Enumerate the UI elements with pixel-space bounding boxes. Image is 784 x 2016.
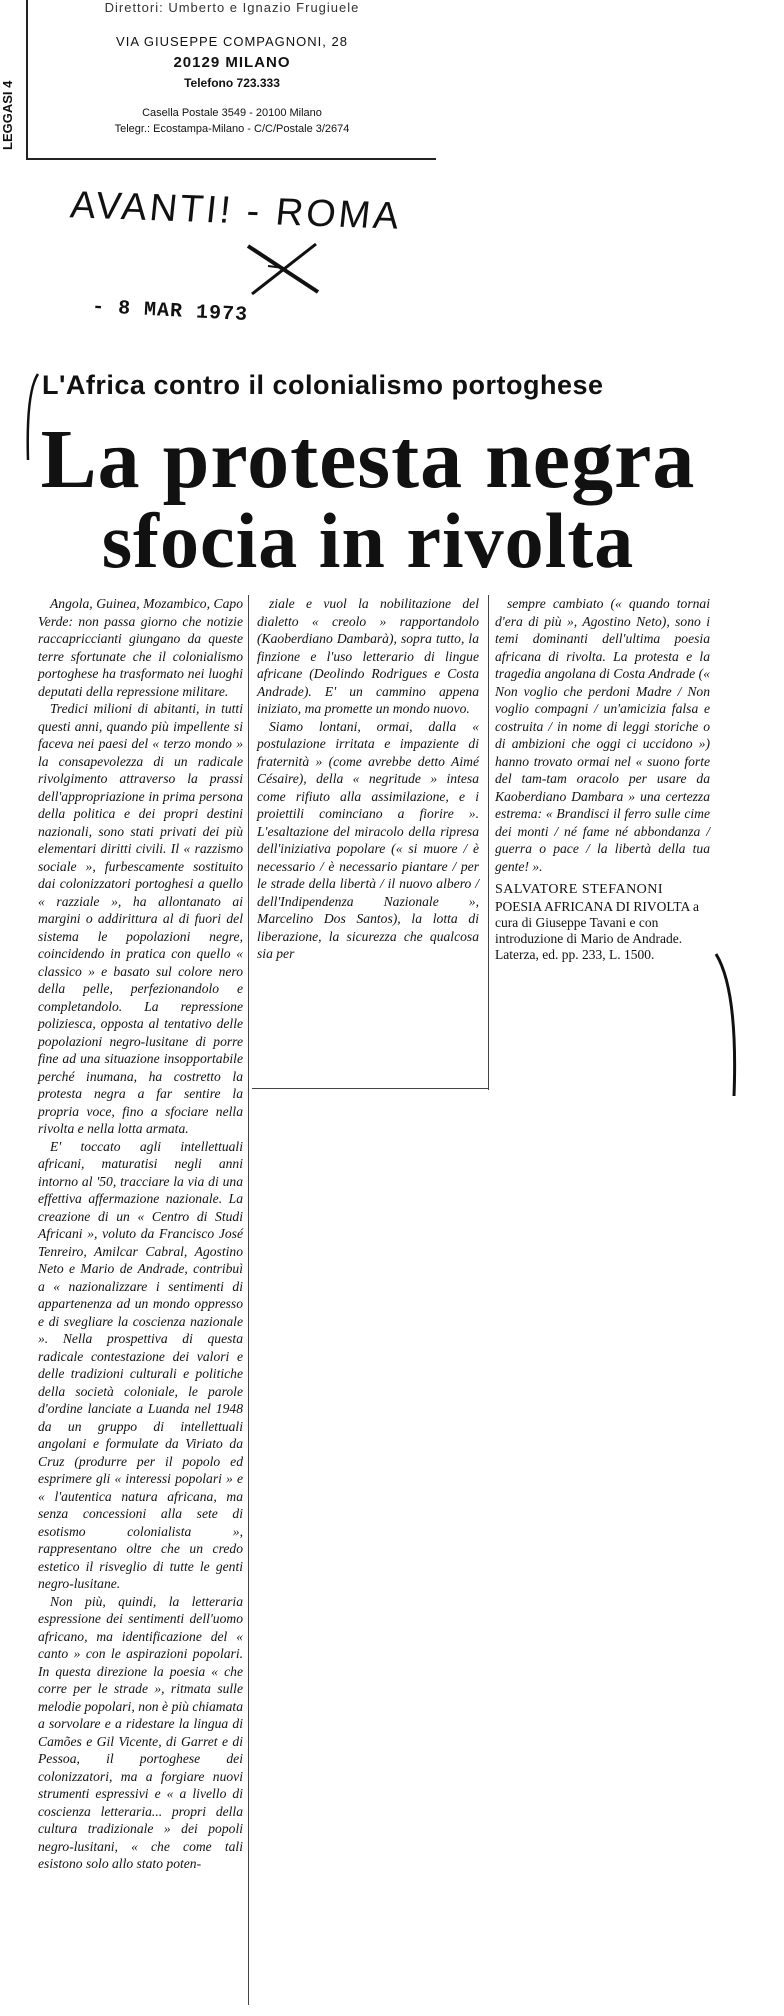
article-paragraph: Non più, quindi, la letteraria espressione dei sentimenti dell'uomo africano, ma identificazione del « canto » con le aspirazioni popolari. In questa direzione la poesia « che corre per le strade », ritmata sulle melodie popolari, non è più chiamata a sorvolare e a ridestare la lingua di Camões e Gil Vicente, di Garret e di Pessoa, il portoghese dei colonizzatori, ma a forgiare nuovi strumenti espressivi e « a livello di coscienza letteraria... propri della cultura tradizionale » dei popoli negro-lusitani, « che come tali esistono solo allo stato poten- bbox=[38, 1593, 243, 1871]
article-paragraph: E' toccato agli intellettuali africani, maturatisi negli anni intorno al '50, tracciare la via di una effettiva affermazione nazionale. La creazione di un « Centro di Studi Africani », voluto da Francisco José Tenreiro, Amilcar Cabral, Agostino Neto e Mario de Andrade, contribuì a « nazionalizzare i sentimenti di appartenenza ad un mondo oppresso e di svegliare la coscienza nazionale ». Nella prospettiva di questa radicale contestazione dei valori e delle tradizioni culturali e politiche della società coloniale, le parole d'ordine lanciate a Luanda nel 1948 da un gruppo di intellettuali angolani e formulate da Viriato da Cruz (produrre per il popolo ed esprimere gli « interessi popolari » e « l'autentica natura africana, ma senza concessioni alla sete di esotismo colonialista », rappresentano oltre che un credo estetico il risveglio di tutte le genti negro-lusitane. bbox=[38, 1138, 243, 1591]
column-end-rule bbox=[252, 1088, 488, 1089]
right-bracket-mark-icon bbox=[712, 950, 742, 1100]
cross-mark-icon bbox=[238, 238, 328, 298]
article-column-2 bbox=[257, 595, 479, 963]
article-paragraph: ziale e vuol la nobilitazione del dialetto « creolo » rapportandolo (Kaoberdiano Dambarà), sopra tutto, la finzione e l'uso letterario di lingue africane (Deolindo Rodrigues e Costa Andrade). E' un cammino appena iniziato, ma promette un mondo nuovo. bbox=[257, 596, 479, 716]
masthead-directors: Direttori: Umberto e Ignazio Frugiuele bbox=[104, 0, 360, 15]
newspaper-stamp: AVANTI! - ROMA bbox=[68, 184, 404, 238]
press-clipping-side-label: LEGGASI 4 bbox=[0, 80, 15, 150]
column-rule bbox=[248, 595, 249, 2005]
masthead-city: 20129 MILANO bbox=[173, 54, 291, 71]
headline-line-2: sfocia in rivolta bbox=[101, 497, 635, 584]
clipping-agency-masthead bbox=[26, 0, 436, 160]
article-column-1 bbox=[38, 595, 243, 1873]
headline-line-1: La protesta negra bbox=[40, 413, 696, 506]
article-paragraph: Tredici milioni di abitanti, in tutti questi anni, quando più impellente si faceva nei paesi del « terzo mondo » la consapevolezza di un radicale rivolgimento attraverso la prassi dell'appropriazione in prima persona della politica e dei propri destini nazionali, sono stati privati dei più elementari diritti civili. Il « razzismo sociale », furbescamente sostituito dai colonizzatori portoghesi a quello « razziale », ha allontanato ai margini o addirittura al di fuori del sistema le popolazioni negre, coincidendo in pratica con quello « classico » e basato sul colore nero della pelle, perfezionandolo e completandolo. La repressione poliziesca, opposta al tentativo delle popolazioni negro-lusitane di porre fine ad una situazione insopportabile perché inumana, ha costretto la protesta negra a far sentire la propria voce, fino a sfociare nella rivolta e nella lotta armata. bbox=[38, 701, 243, 1136]
masthead-telegraph: Telegr.: Ecostampa-Milano - C/C/Postale 3/2674 bbox=[114, 123, 350, 135]
masthead-phone: Telefono 723.333 bbox=[184, 76, 280, 90]
masthead-postbox: Casella Postale 3549 - 20100 Milano bbox=[142, 107, 322, 119]
column-rule bbox=[488, 595, 489, 1090]
article-column-3 bbox=[495, 595, 710, 963]
article-paragraph: sempre cambiato (« quando tornai d'era di più », Agostino Neto), sono i temi dominanti dell'ultima poesia africana di rivolta. La protesta e la tragedia angolana di Costa Andrade (« Non voglio che perdoni Madre / Non voglio compagni / un'amicizia falsa e costruita / in nome di leggi storiche o di ambizioni che oggi ci uccidono ») hanno trovato ormai nel « suono forte del tam-tam oracolo per usare da Kaoberdiano Dambara » una certezza estrema: « Brandisci il ferro sulle cime dei monti / né fame né abbondanza / guerra o pace / la libertà della tua gente! ». bbox=[495, 596, 710, 874]
date-stamp: - 8 MAR 1973 bbox=[91, 295, 249, 328]
article-paragraph: Angola, Guinea, Mozambico, Capo Verde: non passa giorno che notizie raccapriccianti giungano da queste terre sfortunate che il colonialismo portoghese ha trasformato nei luoghi deputati della repressione militare. bbox=[38, 596, 243, 699]
article-kicker: L'Africa contro il colonialismo portoghese bbox=[42, 370, 604, 400]
article-byline: SALVATORE STEFANONI bbox=[495, 882, 664, 897]
masthead-street: VIA GIUSEPPE COMPAGNONI, 28 bbox=[116, 34, 348, 49]
article-paragraph: Siamo lontani, ormai, dalla « postulazione irritata e impaziente di fraternità » (come avrebbe detto Aimé Césaire), della « negritude » intesa come rifiuto alla assimilazione, e i proiettili cominciano a fiorire ». L'esaltazione del miracolo della ripresa dell'iniziativa popolare (« si muore / è necessario / è necessario piantare / per le strade della libertà / il nuovo albero / dell'Indipendenza Nazionale », Marcelino Dos Santos), la lotta di liberazione, la sicurezza che qualcosa sia per bbox=[257, 718, 479, 961]
book-reference: POESIA AFRICANA DI RIVOLTA a cura di Giuseppe Tavani e con introduzione di Mario de Andrade. Laterza, ed. pp. 233, L. 1500. bbox=[495, 898, 699, 962]
